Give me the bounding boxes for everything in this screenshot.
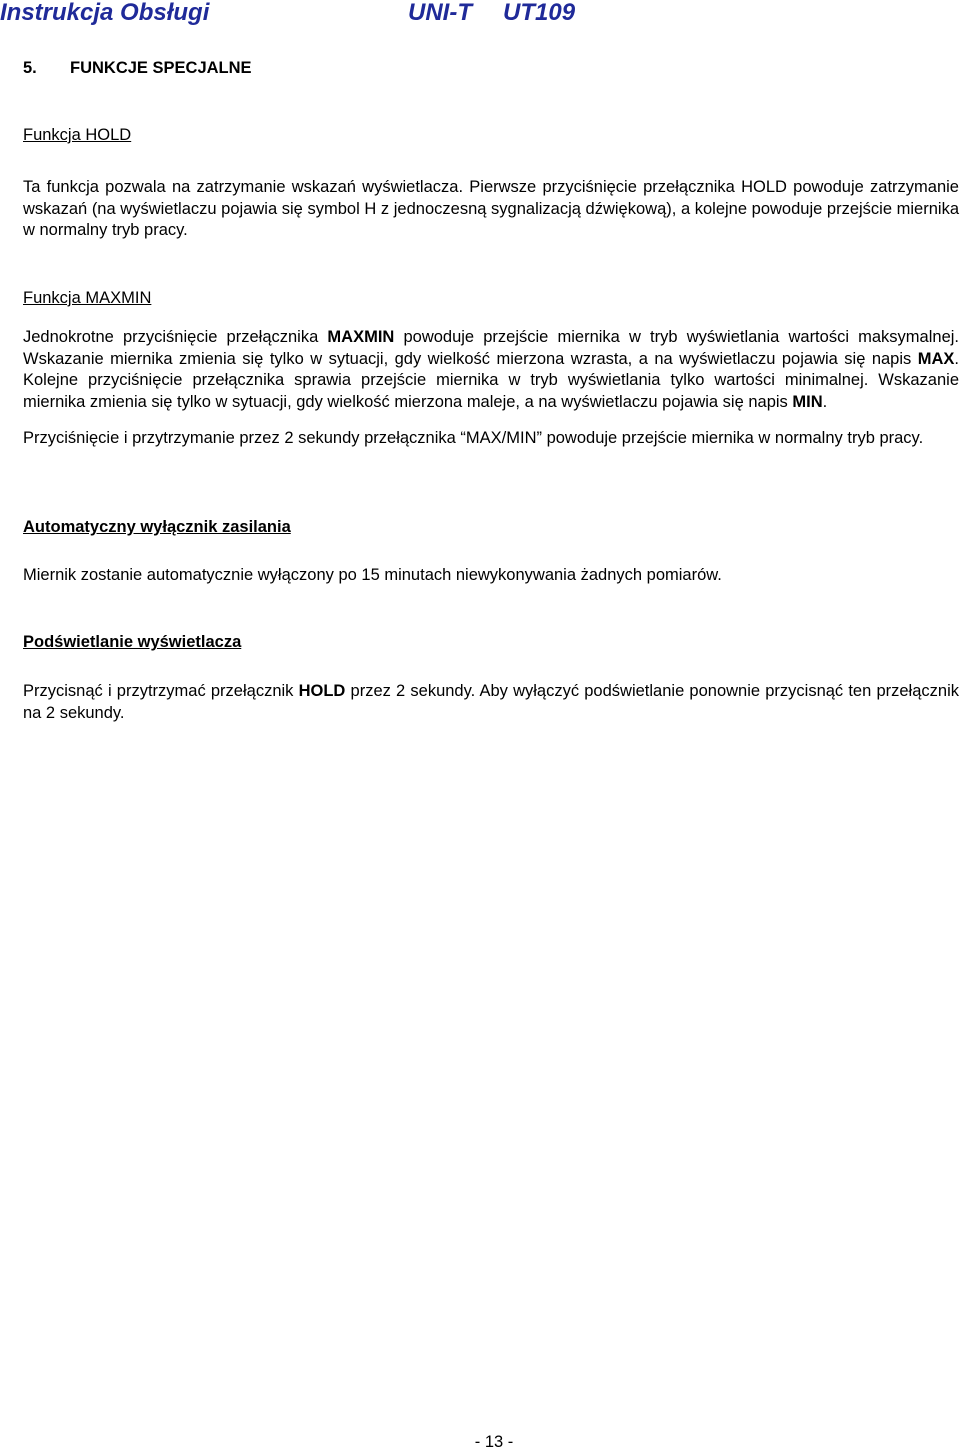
maxmin-paragraph	[23, 327, 959, 427]
maxmin-text-1: Jednokrotne przyciśnięcie przełącznika	[23, 328, 328, 346]
backlight-key-hold: HOLD	[298, 682, 346, 700]
maxmin-reset-paragraph: Przyciśnięcie i przytrzymanie przez 2 sekundy przełącznika “MAX/MIN” powoduje przejście miernika w normalny tryb pracy.	[23, 429, 924, 447]
backlight-text-2: przez 2 sekundy. Aby wyłączyć podświetlanie ponownie przycisnąć ten przełącznik na 2 sekundy.	[23, 682, 959, 722]
section-number: 5.	[23, 59, 37, 77]
maxmin-key-maxmin: MAXMIN	[327, 328, 395, 346]
maxmin-text-2: powoduje przejście miernika w tryb wyświetlania wartości maksymalnej. Wskazanie miernika zmienia się tylko w sytuacji, gdy wielkość mierzona wzrasta, a na wyświetlaczu pojawia się napis	[23, 328, 959, 368]
backlight-paragraph	[23, 681, 959, 724]
header-code: UT109	[503, 0, 576, 26]
hold-paragraph: Ta funkcja pozwala na zatrzymanie wskazań wyświetlacza. Pierwsze przyciśnięcie przełącznika HOLD powoduje zatrzymanie wskazań (na wyświetlaczu pojawia się symbol H z jednoczesną sygnalizacją dźwiękową), a kolejne powoduje przejście miernika w normalny tryb pracy.	[23, 178, 959, 239]
page-header	[0, 0, 960, 26]
maxmin-key-max: MAX	[917, 349, 955, 368]
backlight-text-1: Przycisnąć i przytrzymać przełącznik	[23, 682, 299, 700]
maxmin-heading: Funkcja MAXMIN	[23, 289, 152, 307]
maxmin-text-3: . Kolejne przyciśnięcie przełącznika sprawia przejście miernika w tryb wyświetlania tylko wartości minimalnej. Wskazanie miernika zmienia się tylko w sytuacji, gdy wielkość mierzona maleje, a na wyświetlaczu pojawia się napis	[23, 349, 959, 411]
header-title: Instrukcja Obsługi	[0, 0, 210, 26]
section-title: FUNKCJE SPECJALNE	[70, 59, 252, 77]
maxmin-text-4: .	[822, 392, 828, 411]
page-number: - 13 -	[474, 1433, 514, 1451]
backlight-heading: Podświetlanie wyświetlacza	[23, 633, 242, 651]
header-model: UNI-T	[408, 0, 472, 26]
hold-heading: Funkcja HOLD	[23, 126, 132, 144]
auto-off-paragraph: Miernik zostanie automatycznie wyłączony po 15 minutach niewykonywania żadnych pomiarów.	[23, 566, 722, 584]
maxmin-key-min: MIN	[792, 392, 823, 411]
auto-off-heading: Automatyczny wyłącznik zasilania	[23, 518, 291, 536]
